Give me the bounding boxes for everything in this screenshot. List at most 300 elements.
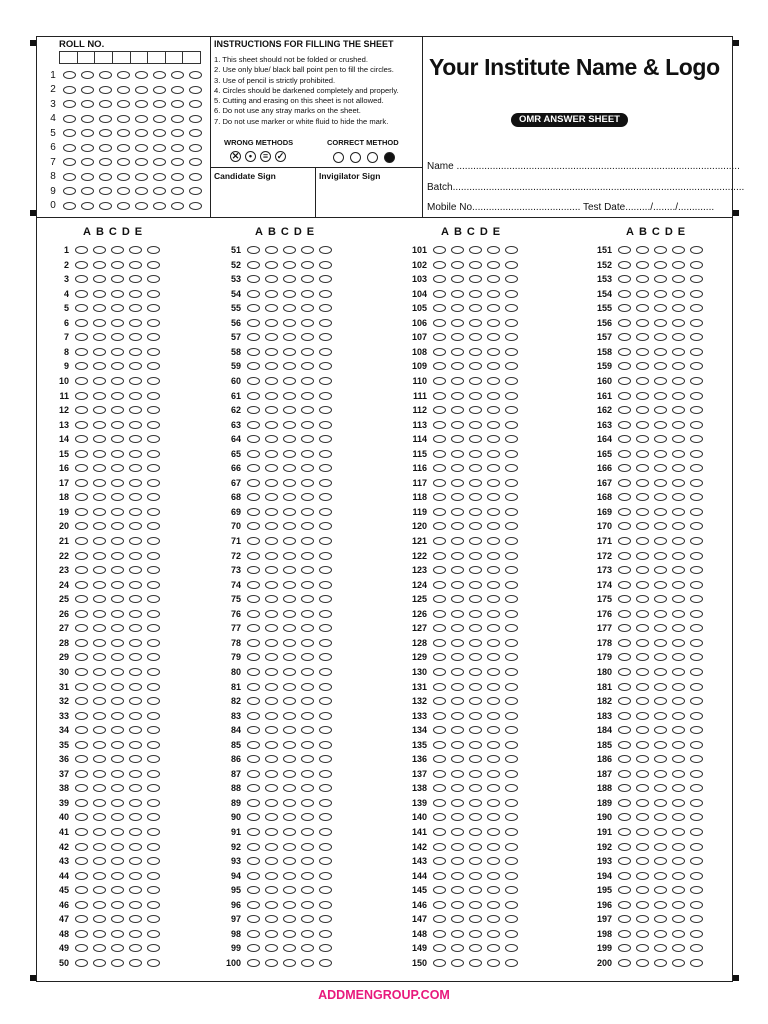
answer-bubble[interactable] — [433, 246, 446, 254]
answer-bubble[interactable] — [636, 581, 649, 589]
answer-bubble[interactable] — [505, 290, 518, 298]
roll-bubble[interactable] — [117, 158, 130, 166]
answer-bubble[interactable] — [672, 319, 685, 327]
answer-bubble[interactable] — [265, 406, 278, 414]
answer-bubble[interactable] — [636, 857, 649, 865]
answer-bubble[interactable] — [433, 435, 446, 443]
answer-bubble[interactable] — [618, 261, 631, 269]
answer-bubble[interactable] — [690, 653, 703, 661]
answer-bubble[interactable] — [505, 522, 518, 530]
roll-bubble[interactable] — [171, 158, 184, 166]
answer-bubble[interactable] — [433, 770, 446, 778]
answer-bubble[interactable] — [111, 319, 124, 327]
answer-bubble[interactable] — [505, 901, 518, 909]
answer-bubble[interactable] — [636, 770, 649, 778]
answer-bubble[interactable] — [283, 464, 296, 472]
answer-bubble[interactable] — [129, 493, 142, 501]
answer-bubble[interactable] — [247, 755, 260, 763]
roll-bubble[interactable] — [99, 129, 112, 137]
answer-bubble[interactable] — [75, 362, 88, 370]
answer-bubble[interactable] — [654, 435, 667, 443]
answer-bubble[interactable] — [690, 479, 703, 487]
answer-bubble[interactable] — [247, 261, 260, 269]
answer-bubble[interactable] — [433, 857, 446, 865]
answer-bubble[interactable] — [433, 406, 446, 414]
answer-bubble[interactable] — [247, 726, 260, 734]
answer-bubble[interactable] — [672, 944, 685, 952]
answer-bubble[interactable] — [672, 741, 685, 749]
roll-bubble[interactable] — [153, 115, 166, 123]
answer-bubble[interactable] — [319, 639, 332, 647]
answer-bubble[interactable] — [93, 435, 106, 443]
answer-bubble[interactable] — [672, 712, 685, 720]
answer-bubble[interactable] — [75, 799, 88, 807]
roll-bubble[interactable] — [135, 173, 148, 181]
answer-bubble[interactable] — [75, 392, 88, 400]
answer-bubble[interactable] — [129, 799, 142, 807]
answer-bubble[interactable] — [636, 406, 649, 414]
answer-bubble[interactable] — [147, 610, 160, 618]
answer-bubble[interactable] — [93, 392, 106, 400]
answer-bubble[interactable] — [451, 813, 464, 821]
answer-bubble[interactable] — [469, 493, 482, 501]
answer-bubble[interactable] — [672, 872, 685, 880]
answer-bubble[interactable] — [433, 624, 446, 632]
roll-bubble[interactable] — [135, 129, 148, 137]
answer-bubble[interactable] — [93, 581, 106, 589]
answer-bubble[interactable] — [301, 610, 314, 618]
answer-bubble[interactable] — [487, 493, 500, 501]
answer-bubble[interactable] — [618, 508, 631, 516]
answer-bubble[interactable] — [451, 537, 464, 545]
answer-bubble[interactable] — [283, 304, 296, 312]
answer-bubble[interactable] — [147, 406, 160, 414]
answer-bubble[interactable] — [319, 566, 332, 574]
answer-bubble[interactable] — [487, 392, 500, 400]
answer-bubble[interactable] — [618, 537, 631, 545]
answer-bubble[interactable] — [505, 362, 518, 370]
answer-bubble[interactable] — [433, 275, 446, 283]
answer-bubble[interactable] — [147, 784, 160, 792]
answer-bubble[interactable] — [111, 799, 124, 807]
answer-bubble[interactable] — [654, 726, 667, 734]
answer-bubble[interactable] — [111, 639, 124, 647]
answer-bubble[interactable] — [93, 930, 106, 938]
answer-bubble[interactable] — [469, 770, 482, 778]
answer-bubble[interactable] — [147, 624, 160, 632]
answer-bubble[interactable] — [690, 770, 703, 778]
answer-bubble[interactable] — [247, 406, 260, 414]
answer-bubble[interactable] — [690, 522, 703, 530]
answer-bubble[interactable] — [433, 799, 446, 807]
roll-bubble[interactable] — [153, 100, 166, 108]
answer-bubble[interactable] — [247, 595, 260, 603]
answer-bubble[interactable] — [283, 246, 296, 254]
answer-bubble[interactable] — [636, 319, 649, 327]
answer-bubble[interactable] — [319, 683, 332, 691]
answer-bubble[interactable] — [93, 770, 106, 778]
answer-bubble[interactable] — [469, 392, 482, 400]
answer-bubble[interactable] — [672, 479, 685, 487]
answer-bubble[interactable] — [265, 770, 278, 778]
answer-bubble[interactable] — [247, 930, 260, 938]
answer-bubble[interactable] — [469, 595, 482, 603]
answer-bubble[interactable] — [451, 915, 464, 923]
answer-bubble[interactable] — [247, 522, 260, 530]
answer-bubble[interactable] — [654, 610, 667, 618]
answer-bubble[interactable] — [636, 377, 649, 385]
answer-bubble[interactable] — [111, 741, 124, 749]
answer-bubble[interactable] — [505, 493, 518, 501]
roll-bubble[interactable] — [171, 173, 184, 181]
answer-bubble[interactable] — [247, 435, 260, 443]
answer-bubble[interactable] — [129, 712, 142, 720]
answer-bubble[interactable] — [505, 697, 518, 705]
answer-bubble[interactable] — [451, 886, 464, 894]
answer-bubble[interactable] — [433, 450, 446, 458]
answer-bubble[interactable] — [505, 784, 518, 792]
answer-bubble[interactable] — [487, 668, 500, 676]
answer-bubble[interactable] — [636, 348, 649, 356]
answer-bubble[interactable] — [505, 770, 518, 778]
roll-bubble[interactable] — [135, 100, 148, 108]
answer-bubble[interactable] — [111, 290, 124, 298]
answer-bubble[interactable] — [301, 261, 314, 269]
answer-bubble[interactable] — [672, 552, 685, 560]
answer-bubble[interactable] — [301, 741, 314, 749]
answer-bubble[interactable] — [654, 959, 667, 967]
answer-bubble[interactable] — [487, 726, 500, 734]
answer-bubble[interactable] — [433, 479, 446, 487]
answer-bubble[interactable] — [618, 610, 631, 618]
roll-bubble[interactable] — [63, 144, 76, 152]
answer-bubble[interactable] — [265, 377, 278, 385]
roll-bubble[interactable] — [99, 71, 112, 79]
answer-bubble[interactable] — [265, 828, 278, 836]
answer-bubble[interactable] — [487, 435, 500, 443]
answer-bubble[interactable] — [75, 930, 88, 938]
answer-bubble[interactable] — [451, 857, 464, 865]
answer-bubble[interactable] — [654, 290, 667, 298]
answer-bubble[interactable] — [247, 246, 260, 254]
answer-bubble[interactable] — [129, 450, 142, 458]
roll-number-boxes[interactable] — [59, 51, 201, 64]
answer-bubble[interactable] — [265, 537, 278, 545]
answer-bubble[interactable] — [93, 479, 106, 487]
answer-bubble[interactable] — [283, 886, 296, 894]
answer-bubble[interactable] — [319, 843, 332, 851]
answer-bubble[interactable] — [301, 784, 314, 792]
answer-bubble[interactable] — [129, 901, 142, 909]
answer-bubble[interactable] — [129, 959, 142, 967]
answer-bubble[interactable] — [129, 828, 142, 836]
roll-bubble[interactable] — [99, 100, 112, 108]
roll-bubble[interactable] — [153, 158, 166, 166]
answer-bubble[interactable] — [505, 712, 518, 720]
answer-bubble[interactable] — [618, 683, 631, 691]
roll-bubble[interactable] — [81, 144, 94, 152]
answer-bubble[interactable] — [451, 406, 464, 414]
answer-bubble[interactable] — [487, 348, 500, 356]
roll-bubble[interactable] — [99, 187, 112, 195]
answer-bubble[interactable] — [301, 464, 314, 472]
answer-bubble[interactable] — [247, 552, 260, 560]
answer-bubble[interactable] — [147, 799, 160, 807]
answer-bubble[interactable] — [93, 319, 106, 327]
answer-bubble[interactable] — [301, 552, 314, 560]
answer-bubble[interactable] — [487, 522, 500, 530]
answer-bubble[interactable] — [469, 872, 482, 880]
answer-bubble[interactable] — [301, 406, 314, 414]
answer-bubble[interactable] — [469, 275, 482, 283]
answer-bubble[interactable] — [487, 566, 500, 574]
answer-bubble[interactable] — [301, 668, 314, 676]
answer-bubble[interactable] — [111, 944, 124, 952]
answer-bubble[interactable] — [265, 726, 278, 734]
answer-bubble[interactable] — [301, 959, 314, 967]
roll-bubble[interactable] — [153, 187, 166, 195]
answer-bubble[interactable] — [451, 377, 464, 385]
answer-bubble[interactable] — [451, 435, 464, 443]
answer-bubble[interactable] — [636, 741, 649, 749]
answer-bubble[interactable] — [451, 479, 464, 487]
answer-bubble[interactable] — [672, 959, 685, 967]
answer-bubble[interactable] — [93, 639, 106, 647]
answer-bubble[interactable] — [690, 552, 703, 560]
answer-bubble[interactable] — [433, 683, 446, 691]
answer-bubble[interactable] — [75, 726, 88, 734]
answer-bubble[interactable] — [147, 828, 160, 836]
answer-bubble[interactable] — [469, 421, 482, 429]
answer-bubble[interactable] — [505, 639, 518, 647]
answer-bubble[interactable] — [505, 246, 518, 254]
answer-bubble[interactable] — [111, 843, 124, 851]
answer-bubble[interactable] — [469, 726, 482, 734]
answer-bubble[interactable] — [111, 421, 124, 429]
answer-bubble[interactable] — [690, 813, 703, 821]
answer-bubble[interactable] — [283, 333, 296, 341]
answer-bubble[interactable] — [505, 683, 518, 691]
answer-bubble[interactable] — [301, 362, 314, 370]
roll-bubble[interactable] — [63, 100, 76, 108]
answer-bubble[interactable] — [301, 595, 314, 603]
answer-bubble[interactable] — [690, 435, 703, 443]
answer-bubble[interactable] — [690, 421, 703, 429]
answer-bubble[interactable] — [111, 435, 124, 443]
answer-bubble[interactable] — [469, 828, 482, 836]
answer-bubble[interactable] — [690, 406, 703, 414]
answer-bubble[interactable] — [93, 843, 106, 851]
answer-bubble[interactable] — [283, 857, 296, 865]
answer-bubble[interactable] — [283, 668, 296, 676]
answer-bubble[interactable] — [433, 537, 446, 545]
answer-bubble[interactable] — [505, 421, 518, 429]
answer-bubble[interactable] — [672, 828, 685, 836]
answer-bubble[interactable] — [487, 915, 500, 923]
answer-bubble[interactable] — [265, 639, 278, 647]
answer-bubble[interactable] — [451, 624, 464, 632]
answer-bubble[interactable] — [487, 464, 500, 472]
answer-bubble[interactable] — [672, 901, 685, 909]
answer-bubble[interactable] — [75, 610, 88, 618]
answer-bubble[interactable] — [147, 435, 160, 443]
answer-bubble[interactable] — [672, 813, 685, 821]
roll-bubble[interactable] — [81, 115, 94, 123]
answer-bubble[interactable] — [147, 653, 160, 661]
answer-bubble[interactable] — [301, 392, 314, 400]
answer-bubble[interactable] — [319, 624, 332, 632]
answer-bubble[interactable] — [93, 493, 106, 501]
answer-bubble[interactable] — [129, 843, 142, 851]
answer-bubble[interactable] — [301, 697, 314, 705]
answer-bubble[interactable] — [93, 653, 106, 661]
answer-bubble[interactable] — [505, 406, 518, 414]
answer-bubble[interactable] — [265, 857, 278, 865]
answer-bubble[interactable] — [636, 566, 649, 574]
answer-bubble[interactable] — [451, 450, 464, 458]
answer-bubble[interactable] — [618, 741, 631, 749]
answer-bubble[interactable] — [654, 930, 667, 938]
answer-bubble[interactable] — [618, 959, 631, 967]
answer-bubble[interactable] — [487, 362, 500, 370]
answer-bubble[interactable] — [247, 333, 260, 341]
answer-bubble[interactable] — [636, 697, 649, 705]
answer-bubble[interactable] — [636, 784, 649, 792]
answer-bubble[interactable] — [147, 639, 160, 647]
answer-bubble[interactable] — [618, 930, 631, 938]
answer-bubble[interactable] — [111, 537, 124, 545]
answer-bubble[interactable] — [247, 319, 260, 327]
answer-bubble[interactable] — [469, 697, 482, 705]
answer-bubble[interactable] — [451, 799, 464, 807]
answer-bubble[interactable] — [319, 275, 332, 283]
answer-bubble[interactable] — [487, 741, 500, 749]
answer-bubble[interactable] — [129, 857, 142, 865]
answer-bubble[interactable] — [505, 799, 518, 807]
answer-bubble[interactable] — [129, 275, 142, 283]
answer-bubble[interactable] — [75, 857, 88, 865]
answer-bubble[interactable] — [654, 406, 667, 414]
answer-bubble[interactable] — [654, 712, 667, 720]
answer-bubble[interactable] — [147, 770, 160, 778]
roll-bubble[interactable] — [117, 144, 130, 152]
answer-bubble[interactable] — [147, 668, 160, 676]
answer-bubble[interactable] — [487, 552, 500, 560]
answer-bubble[interactable] — [451, 522, 464, 530]
answer-bubble[interactable] — [469, 261, 482, 269]
roll-bubble[interactable] — [171, 129, 184, 137]
answer-bubble[interactable] — [147, 581, 160, 589]
answer-bubble[interactable] — [301, 493, 314, 501]
answer-bubble[interactable] — [469, 930, 482, 938]
answer-bubble[interactable] — [93, 784, 106, 792]
answer-bubble[interactable] — [247, 784, 260, 792]
roll-bubble[interactable] — [99, 158, 112, 166]
answer-bubble[interactable] — [672, 464, 685, 472]
answer-bubble[interactable] — [93, 362, 106, 370]
answer-bubble[interactable] — [690, 610, 703, 618]
answer-bubble[interactable] — [93, 246, 106, 254]
answer-bubble[interactable] — [111, 450, 124, 458]
answer-bubble[interactable] — [505, 392, 518, 400]
answer-bubble[interactable] — [111, 959, 124, 967]
answer-bubble[interactable] — [75, 435, 88, 443]
answer-bubble[interactable] — [690, 799, 703, 807]
answer-bubble[interactable] — [265, 799, 278, 807]
answer-bubble[interactable] — [618, 944, 631, 952]
answer-bubble[interactable] — [654, 872, 667, 880]
roll-bubble[interactable] — [189, 144, 202, 152]
answer-bubble[interactable] — [129, 435, 142, 443]
answer-bubble[interactable] — [93, 901, 106, 909]
roll-bubble[interactable] — [171, 187, 184, 195]
answer-bubble[interactable] — [690, 683, 703, 691]
answer-bubble[interactable] — [265, 261, 278, 269]
answer-bubble[interactable] — [672, 595, 685, 603]
answer-bubble[interactable] — [433, 362, 446, 370]
answer-bubble[interactable] — [505, 930, 518, 938]
answer-bubble[interactable] — [75, 522, 88, 530]
answer-bubble[interactable] — [129, 755, 142, 763]
answer-bubble[interactable] — [672, 261, 685, 269]
answer-bubble[interactable] — [265, 479, 278, 487]
roll-bubble[interactable] — [117, 115, 130, 123]
answer-bubble[interactable] — [469, 712, 482, 720]
answer-bubble[interactable] — [469, 348, 482, 356]
answer-bubble[interactable] — [433, 712, 446, 720]
answer-bubble[interactable] — [618, 552, 631, 560]
answer-bubble[interactable] — [618, 915, 631, 923]
roll-bubble[interactable] — [135, 202, 148, 210]
roll-bubble[interactable] — [135, 158, 148, 166]
answer-bubble[interactable] — [75, 537, 88, 545]
answer-bubble[interactable] — [672, 304, 685, 312]
answer-bubble[interactable] — [247, 508, 260, 516]
answer-bubble[interactable] — [654, 392, 667, 400]
answer-bubble[interactable] — [283, 959, 296, 967]
answer-bubble[interactable] — [75, 421, 88, 429]
answer-bubble[interactable] — [451, 290, 464, 298]
answer-bubble[interactable] — [433, 333, 446, 341]
answer-bubble[interactable] — [75, 319, 88, 327]
answer-bubble[interactable] — [265, 610, 278, 618]
answer-bubble[interactable] — [111, 872, 124, 880]
answer-bubble[interactable] — [672, 333, 685, 341]
roll-bubble[interactable] — [63, 71, 76, 79]
answer-bubble[interactable] — [433, 741, 446, 749]
answer-bubble[interactable] — [93, 799, 106, 807]
answer-bubble[interactable] — [433, 697, 446, 705]
answer-bubble[interactable] — [618, 348, 631, 356]
answer-bubble[interactable] — [690, 959, 703, 967]
answer-bubble[interactable] — [487, 683, 500, 691]
roll-bubble[interactable] — [189, 173, 202, 181]
answer-bubble[interactable] — [690, 319, 703, 327]
answer-bubble[interactable] — [93, 886, 106, 894]
answer-bubble[interactable] — [618, 421, 631, 429]
answer-bubble[interactable] — [319, 392, 332, 400]
answer-bubble[interactable] — [654, 843, 667, 851]
roll-bubble[interactable] — [117, 100, 130, 108]
answer-bubble[interactable] — [75, 639, 88, 647]
answer-bubble[interactable] — [433, 930, 446, 938]
answer-bubble[interactable] — [618, 726, 631, 734]
roll-bubble[interactable] — [171, 202, 184, 210]
answer-bubble[interactable] — [636, 668, 649, 676]
answer-bubble[interactable] — [636, 886, 649, 894]
answer-bubble[interactable] — [672, 392, 685, 400]
answer-bubble[interactable] — [487, 290, 500, 298]
